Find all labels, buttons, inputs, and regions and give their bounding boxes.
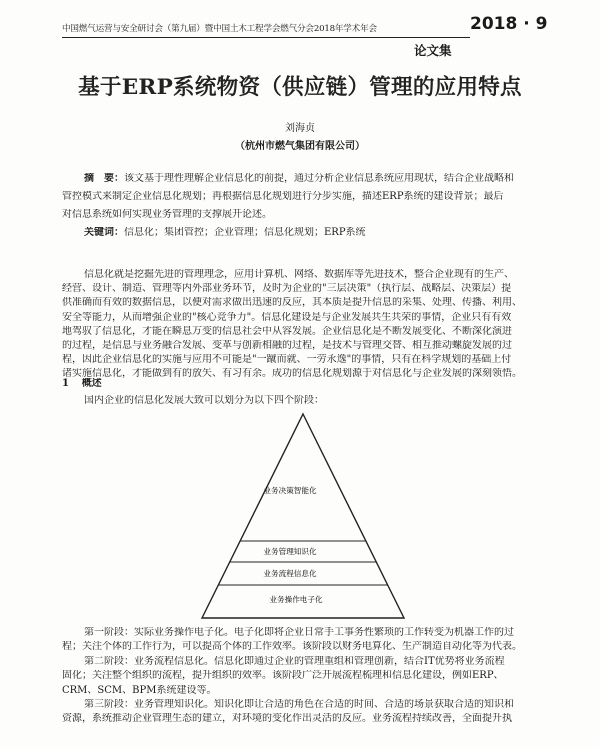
abstract-line: 管控模式来制定企业信息化规划；再根据信息化规划进行分步实施，描述ERP系统的建设背景；最后: [62, 191, 504, 202]
running-header-year-issue: 2018 · 9: [470, 14, 548, 34]
pyramid-level-label: 业务操作电子化: [269, 595, 323, 604]
stages-intro: 国内企业的信息化发展大致可以划分为以下四个阶段：: [84, 395, 324, 406]
stage-line: 第二阶段：业务流程信息化。信息化即通过企业的管理重组和管理创新，结合IT优势将业务流程: [84, 655, 505, 667]
paper-title: 基于ERP系统物资（供应链）管理的应用特点: [78, 75, 522, 100]
pyramid-level-label: 业务流程信息化: [263, 569, 317, 578]
intro-line: 供准确而有效的数据信息，以便对需求做出迅速的反应，其本质是提升信息的采集、处理、传播、利用、: [62, 297, 522, 309]
stage-line: 固化；关注整个组织的流程，提升组织的效率。该阶段广泛开展流程梳理和信息化建设，例如ERP、: [62, 670, 504, 682]
stage-line: CRM、SCM、BPM系统建设等。: [62, 684, 217, 696]
section-heading: 1 概述: [62, 378, 102, 389]
intro-line: 经营、设计、制造、管理等内外部业务环节，及时为企业的"三层决策"（执行层、战略层、决策层）提: [62, 283, 512, 295]
abstract-line: 对信息系统如何实现业务管理的支撑展开论述。: [62, 209, 272, 220]
intro-line: 程，因此企业信息化的实施与应用不可能是"一蹴而就、一劳永逸"的事情，只有在科学规划的基础上付: [62, 354, 512, 366]
author-affiliation: （杭州市燃气集团有限公司）: [235, 141, 365, 152]
intro-line: 的过程，是信息与业务融合发展、变革与创新相融的过程，是技术与管理交替、相互推动螺旋发展的过: [62, 340, 512, 351]
abstract-label: 摘 要：: [84, 173, 124, 184]
stage-line: 程；关注个体的工作行为，可以提高个体的工作效率。该阶段以财务电算化、生产制造自动化等为代表。: [62, 641, 522, 653]
keywords-line: [84, 227, 546, 239]
intro-line: 诸实施信息化，才能做到有的放矢、有习有余。成功的信息化规划源于对信息化与企业发展的深刻领悟。: [62, 368, 522, 380]
header-rule: [62, 37, 470, 38]
running-header-conference: 中国燃气运营与安全研讨会（第九届）暨中国土木工程学会燃气分会2018年学术年会: [62, 24, 377, 34]
pyramid-level-label: 业务决策智能化: [263, 486, 317, 495]
intro-line: 地驾驭了信息化，才能在瞬息万变的信息社会中从容发展。企业信息化是不断发展变化、不断深化演进: [62, 325, 512, 337]
stage-line: 第三阶段：业务管理知识化。知识化即让合适的角色在合适的时间、合适的场景获取合适的知识和: [84, 699, 514, 710]
abstract-line: 摘 要：该文基于理性理解企业信息化的前提，通过分析企业信息系统应用现状，结合企业战略和: [84, 173, 514, 184]
pyramid-outline: [202, 414, 404, 618]
intro-line: 信息化就是挖掘先进的管理理念，应用计算机、网络、数据库等先进技术，整合企业现有的生产、: [84, 269, 514, 280]
keywords-text: 信息化；集团管控；企业管理；信息化规划；ERP系统: [124, 227, 366, 238]
stage-line: 资源，系统推动企业管理生态的建立，对环境的变化作出灵活的反应。业务流程持续改善，全面提升执: [62, 713, 512, 725]
author-name: 刘海贞: [285, 123, 315, 134]
keywords-label: 关键词：: [84, 227, 124, 238]
running-header-section: 论文集: [414, 43, 452, 58]
pyramid-level-label: 业务管理知识化: [263, 547, 317, 556]
intro-line: 安全等能力，从而增强企业的"核心竞争力"。信息化建设是与企业发展共生共荣的事情，企业只有有效: [62, 311, 512, 323]
stage-line: 第一阶段：实际业务操作电子化。电子化即将企业日常手工事务性繁琐的工作转变为机器工作的过: [84, 627, 514, 638]
four-stage-pyramid-diagram: [200, 412, 406, 620]
